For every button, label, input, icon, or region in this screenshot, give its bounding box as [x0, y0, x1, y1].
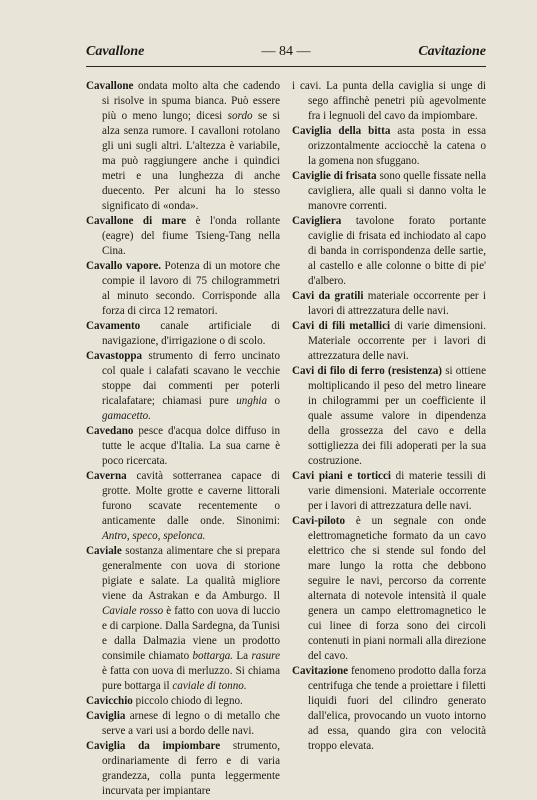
entry-headword: Caviglia da impiombare: [86, 740, 221, 752]
entry-headword: Cavigliera: [292, 215, 342, 227]
entry-text: tavolone forato portante caviglie di frisata ed inchiodato al capo di banda in corrispondenza delle sartie, al castello e alle colonne o bitte di pie' d'albero.: [308, 215, 486, 287]
entry-headword: Cavi-piloto: [292, 515, 346, 527]
dictionary-entry: [86, 424, 280, 469]
entry-text: sono quelle fissate nella cavigliera, alle quali si danno volta le manovre correnti.: [308, 170, 487, 212]
entry-text: asta posta in essa orizzontalmente acciocchè la catena o la gomena non sfuggano.: [308, 125, 486, 167]
entry-text: canale artificiale di navigazione, d'irrigazione o di scolo.: [102, 320, 280, 347]
entry-headword: Cavallo vapore.: [86, 260, 162, 272]
entry-text: si ottiene moltiplicando il peso del metro lineare in chilogrammi per un coefficiente il quale assume valore in dipendenza della grossezza del cavo e della sottigliezza dei fili adoperati per la sua costruzione.: [308, 365, 486, 467]
entry-italic-text: rasure: [251, 650, 281, 662]
entry-text: di materie tessili di varie dimensioni. Materiale occorrente per i lavori di attrezzatura delle navi.: [308, 470, 487, 512]
dictionary-entry: [292, 664, 486, 754]
dictionary-entry: [292, 319, 486, 364]
dictionary-entry: [86, 349, 280, 424]
dictionary-entry: [86, 709, 280, 739]
entry-text: è fatta con uova di merluzzo. Si chiama pure bottarga il: [102, 665, 280, 692]
entry-text: è fatto con uova di luccio e di carpione. Dalla Sardegna, da Tunisi e dalla Dalmazia viene un prodotto consimile chiamato: [102, 605, 280, 662]
entry-text: Potenza di un motore che compie il lavoro di 75 chilogrammetri al minuto secondo. Corrisponde alla forza di circa 12 rematori.: [102, 260, 280, 317]
dictionary-entry: [292, 124, 486, 169]
right-column: [292, 79, 486, 754]
dictionary-entry: [86, 694, 280, 709]
entry-headword: Cavi di fili metallici: [292, 320, 391, 332]
entry-italic-text: sordo: [227, 110, 253, 122]
entry-text: cavità sotterranea capace di grotte. Molte grotte e caverne littorali furono scavate recentemente o anticamente dalle onde. Sinonimi:: [102, 470, 280, 527]
entry-headword: Cavi piani e torticci: [292, 470, 391, 482]
entry-italic-text: Caviale rosso: [102, 605, 164, 617]
dictionary-entry: [292, 214, 486, 289]
entry-headword: Cavallone: [86, 80, 134, 92]
entry-headword: Cavamento: [86, 320, 141, 332]
entry-text: i cavi. La punta della caviglia si unge di sego affinchè penetri più agevolmente fra i legnuoli del cavo da impiombare.: [292, 80, 486, 122]
entry-italic-text: unghia: [236, 395, 268, 407]
dictionary-entry: [86, 469, 280, 544]
entry-text: o: [267, 395, 280, 407]
entry-headword: Cavi da gratili: [292, 290, 364, 302]
entry-italic-text: gamacetto.: [102, 410, 151, 422]
entry-text: ondata molto alta che cadendo si risolve in spuma bianca. Può essere più o meno lungo; dicesi: [102, 80, 280, 122]
entry-text: strumento di ferro uncinato col quale i calafati scavano le vecchie stoppe dai commenti per poterli ricalafatare; chiamasi pure: [102, 350, 280, 407]
entry-italic-text: Antro, speco, spelonca.: [102, 530, 206, 542]
entry-text: se si alza senza rumore. I cavalloni rotolano gli uni sugli altri. L'altezza è variabile, ma può raggiungere anche i quindici metri e una lunghezza di anche duecento. Per alcuni ha lo stesso significato di «onda».: [102, 110, 281, 212]
dictionary-entry: [292, 469, 486, 514]
dictionary-entry: [292, 364, 486, 469]
entry-italic-text: caviale di tonno.: [172, 680, 247, 692]
entry-headword: Caviale: [86, 545, 122, 557]
dictionary-entry: [292, 169, 486, 214]
header-first-entry: Cavallone: [86, 44, 145, 59]
entry-headword: Cavastoppa: [86, 350, 143, 362]
entry-text: sostanza alimentare che si prepara generalmente con uova di storione pigiate e salate. La qualità migliore viene da Astrakan e da Amburgo. Il: [102, 545, 280, 602]
dictionary-entry: [86, 544, 280, 694]
dictionary-entry: [86, 319, 280, 349]
dictionary-entry: [86, 214, 280, 259]
entry-text: è un segnale con onde elettromagnetiche formato da un cavo elettrico che si stende sul fondo del mare lungo la rotta che debbono seguire le navi, percorso da corrente alternata di notevole intensità il quale genera un campo elettromagnetico le cui linee di forza sono dei circoli contenuti in piani normali alla direzione del cavo.: [308, 515, 486, 662]
entry-text: arnese di legno o di metallo che serve a vari usi a bordo delle navi.: [102, 710, 280, 737]
left-column: [86, 79, 280, 799]
entry-headword: Caviglie di frisata: [292, 170, 377, 182]
dictionary-entry: [86, 259, 280, 319]
entry-text: è l'onda rollante (eagre) del fiume Tsieng-Tang nella Cina.: [102, 215, 280, 257]
entry-text: piccolo chiodo di legno.: [132, 695, 243, 707]
entry-headword: Cavi di filo di ferro (resistenza): [292, 365, 442, 377]
running-header: [86, 44, 486, 62]
dictionary-entry: [292, 289, 486, 319]
dictionary-entry: [292, 514, 486, 664]
entry-headword: Cavicchio: [86, 695, 133, 707]
entry-headword: Caverna: [86, 470, 127, 482]
dictionary-entry: [86, 79, 280, 214]
entry-text: La: [233, 650, 252, 662]
entry-text: di varie dimensioni. Materiale occorrente per i lavori di attrezzatura delle navi.: [308, 320, 486, 362]
entry-headword: Caviglia della bitta: [292, 125, 391, 137]
entry-text: pesce d'acqua dolce diffuso in tutte le acque d'Italia. La sua carne è poco ricercata.: [102, 425, 280, 467]
dictionary-entry: [292, 79, 486, 124]
page-number: — 84 —: [261, 44, 311, 59]
entry-headword: Cavallone di mare: [86, 215, 187, 227]
entry-italic-text: bottarga.: [192, 650, 234, 662]
entry-headword: Cavedano: [86, 425, 134, 437]
header-rule: [86, 66, 486, 67]
entry-text: materiale occorrente per i lavori di attrezzatura delle navi.: [308, 290, 486, 317]
entry-text: strumento, ordinariamente di ferro e di varia grandezza, colla punta leggermente incurvata per impiantare: [102, 740, 280, 797]
header-last-entry: Cavitazione: [418, 44, 486, 59]
dictionary-entry: [86, 739, 280, 799]
entry-headword: Caviglia: [86, 710, 126, 722]
entry-text: fenomeno prodotto dalla forza centrifuga che tende a proiettare i filetti liquidi fuori del cilindro generato dall'elica, provocando un vuoto intorno ad essa, quando gira con velocità troppo elevata.: [308, 665, 486, 752]
entry-headword: Cavitazione: [292, 665, 349, 677]
